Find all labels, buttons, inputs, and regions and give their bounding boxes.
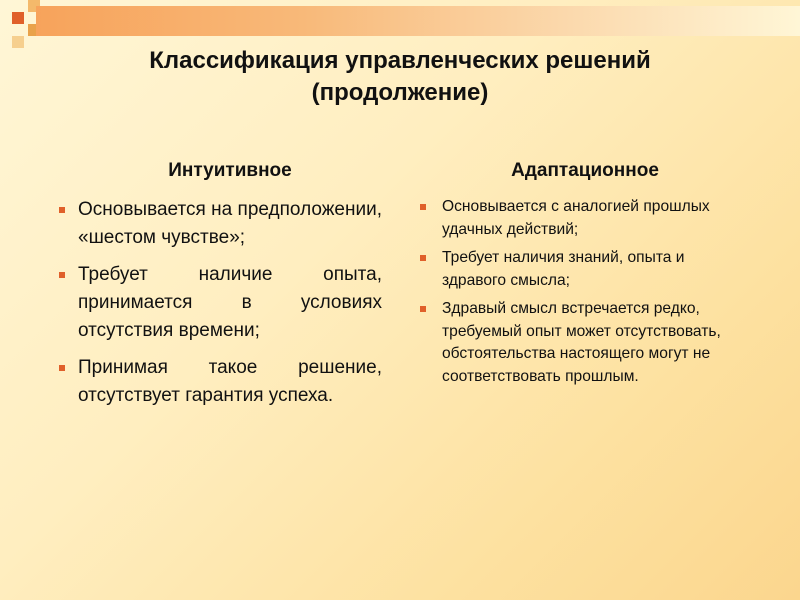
right-column-heading: Адаптационное xyxy=(511,160,659,181)
slide-title-line2: (продолжение) xyxy=(311,79,489,106)
list-item xyxy=(442,196,750,241)
slide-title-line1: Классификация управленческих решений xyxy=(149,47,651,74)
list-item-text: Основывается на предположении, «шестом чувстве»; xyxy=(78,199,382,248)
list-item xyxy=(442,247,750,292)
list-item-text: Требует наличие опыта, принимается в условиях отсутствия времени; xyxy=(78,264,382,341)
bullet-icon xyxy=(59,272,65,278)
bullet-icon xyxy=(420,306,426,312)
list-item-text: Принимая такое решение, отсутствует гарантия успеха. xyxy=(78,357,382,406)
slide-title xyxy=(40,45,760,109)
list-item-text: Здравый смысл встречается редко, требуемый опыт может отсутствовать, обстоятельства настоящего могут не соответствовать прошлым. xyxy=(442,300,721,385)
bullet-icon xyxy=(420,204,426,210)
left-column-heading: Интуитивное xyxy=(168,160,292,181)
list-item-text: Требует наличия знаний, опыта и здравого смысла; xyxy=(442,249,685,289)
left-bullet-list xyxy=(78,196,382,419)
header-bar xyxy=(36,6,800,36)
decor-square xyxy=(12,12,24,24)
list-item xyxy=(78,196,382,252)
decor-square xyxy=(12,36,24,48)
list-item xyxy=(78,261,382,345)
bullet-icon xyxy=(59,365,65,371)
bullet-icon xyxy=(59,207,65,213)
list-item-text: Основывается с аналогией прошлых удачных действий; xyxy=(442,198,710,238)
right-bullet-list xyxy=(442,196,750,394)
list-item xyxy=(78,354,382,410)
list-item xyxy=(442,298,750,388)
bullet-icon xyxy=(420,255,426,261)
